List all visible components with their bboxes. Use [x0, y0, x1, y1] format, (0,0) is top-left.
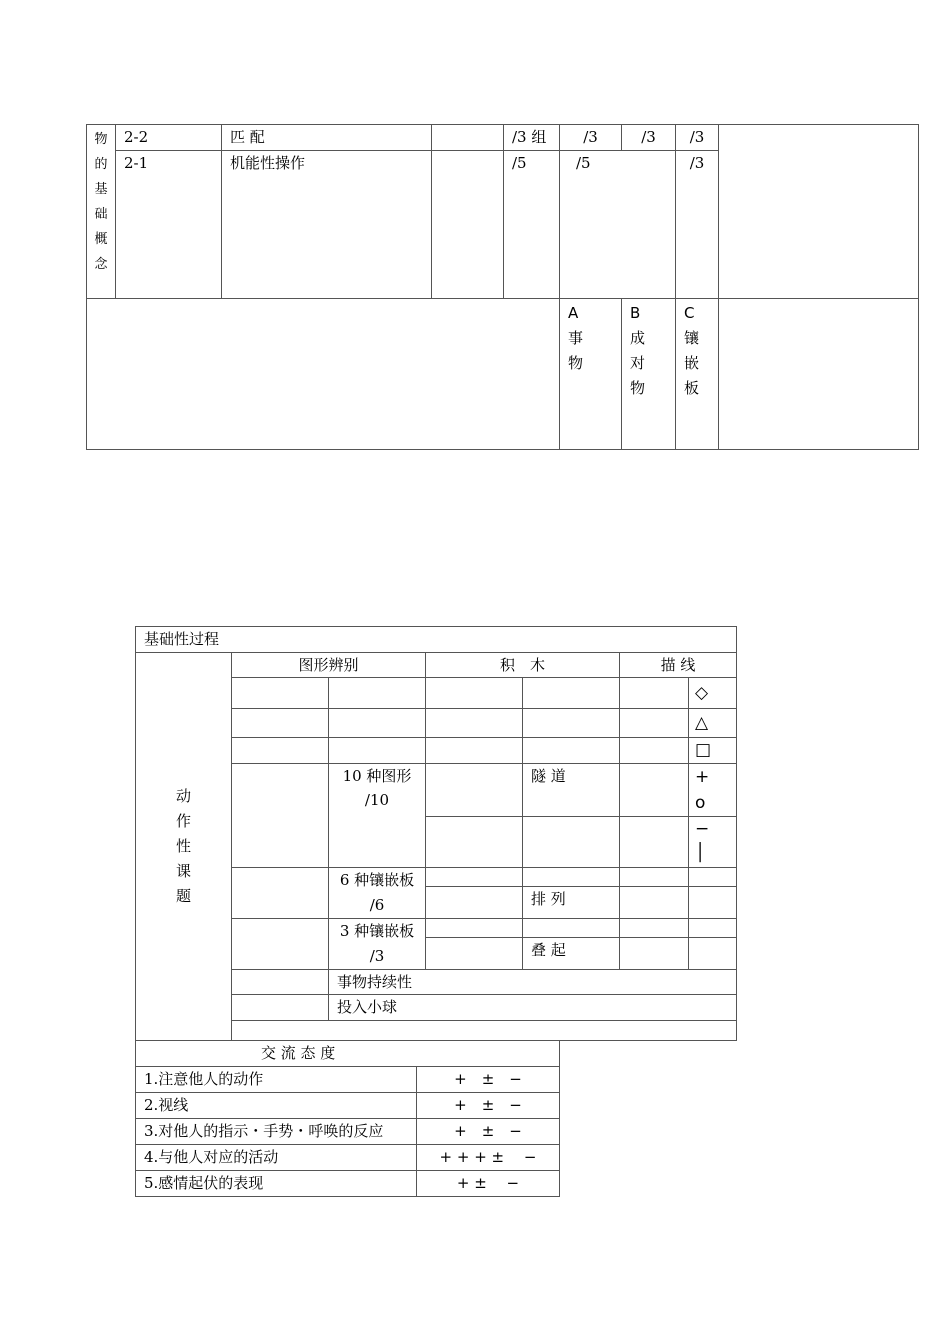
basic-process-table [135, 626, 737, 1041]
cell [523, 919, 620, 938]
cell [620, 738, 689, 764]
cell [426, 764, 523, 817]
plus-circle-icons [689, 764, 737, 817]
cell [329, 709, 426, 738]
attitude-item: 2.视线 [136, 1093, 417, 1119]
cell [620, 709, 689, 738]
cell [329, 738, 426, 764]
six-inlays: 6 种镶嵌板 /6 [329, 868, 426, 919]
vertical-bar-icon: │ [695, 843, 706, 863]
empty-cell [432, 125, 504, 151]
attitude-item: 1.注意他人的动作 [136, 1067, 417, 1093]
attitude-scale: + ± − [417, 1171, 560, 1197]
empty-cell [432, 151, 504, 299]
cell [232, 764, 329, 868]
cell [523, 738, 620, 764]
item-code: 2-1 [116, 151, 222, 299]
triangle-icon: △ [689, 709, 737, 738]
minus-bar-icons [689, 817, 737, 868]
cell [232, 678, 329, 709]
score-c: /3 [676, 151, 719, 299]
attitude-scale: + ± − [417, 1067, 560, 1093]
empty-area [87, 299, 560, 450]
table-title: 基础性过程 [136, 627, 737, 653]
communication-attitude-table [135, 1040, 560, 1197]
cell [620, 678, 689, 709]
score-ab: /5 [560, 151, 676, 299]
cell [620, 887, 689, 919]
cell [426, 868, 523, 887]
attitude-item: 4.与他人对应的活动 [136, 1145, 417, 1171]
three-inlays: 3 种镶嵌板 /3 [329, 919, 426, 970]
table-title: 交 流 态 度 [136, 1041, 560, 1067]
cell [620, 817, 689, 868]
cell [620, 938, 689, 970]
cell [620, 868, 689, 887]
arrange-label: 排 列 [523, 887, 620, 919]
plus-icon: + [695, 767, 710, 787]
cell [620, 919, 689, 938]
basic-concept-table [86, 124, 919, 450]
notes-cell [719, 299, 919, 450]
minus-icon: − [695, 819, 710, 839]
cell [523, 868, 620, 887]
cell [620, 764, 689, 817]
item-task: 机能性操作 [222, 151, 432, 299]
cell [426, 887, 523, 919]
header-shape-discrimination: 图形辨别 [232, 653, 426, 678]
cell [689, 919, 737, 938]
cell [232, 919, 329, 970]
cell [329, 678, 426, 709]
score-b: /3 [622, 125, 676, 151]
attitude-scale: + ± − [417, 1093, 560, 1119]
side-label-action-tasks: 动 作 性 课 题 [136, 653, 232, 1041]
diamond-icon: ◇ [689, 678, 737, 709]
cell [426, 738, 523, 764]
cell [689, 938, 737, 970]
header-c-inlay: C 镶 嵌 板 [676, 299, 719, 450]
cell [689, 887, 737, 919]
stack-label: 叠 起 [523, 938, 620, 970]
cell [232, 1021, 737, 1041]
header-blocks: 积 木 [426, 653, 620, 678]
cell [426, 938, 523, 970]
cell [232, 709, 329, 738]
score-a: /3 [560, 125, 622, 151]
header-b-pairs: B 成 对 物 [622, 299, 676, 450]
cell [232, 868, 329, 919]
cell [523, 678, 620, 709]
cell [523, 709, 620, 738]
notes-cell [719, 125, 919, 299]
cell [426, 709, 523, 738]
cell [232, 738, 329, 764]
attitude-item: 3.对他人的指示・手势・呼唤的反应 [136, 1119, 417, 1145]
cell [232, 970, 329, 995]
attitude-scale: + ± − [417, 1119, 560, 1145]
item-task: 匹 配 [222, 125, 432, 151]
score-cell: /5 [504, 151, 560, 299]
score-cell: /3 组 [504, 125, 560, 151]
side-label-basic-concept: 物 的 基 础 概 念 [87, 125, 116, 299]
attitude-scale: + + + ± − [417, 1145, 560, 1171]
circle-icon: o [695, 793, 706, 813]
cell [689, 868, 737, 887]
header-a-things: A 事 物 [560, 299, 622, 450]
ten-shapes: 10 种图形 /10 [329, 764, 426, 868]
cell [232, 995, 329, 1021]
cell [523, 817, 620, 868]
tunnel-label: 隧 道 [523, 764, 620, 817]
cell [426, 817, 523, 868]
cell [426, 678, 523, 709]
square-icon: □ [689, 738, 737, 764]
score-c: /3 [676, 125, 719, 151]
cell [426, 919, 523, 938]
object-permanence: 事物持续性 [329, 970, 737, 995]
drop-ball: 投入小球 [329, 995, 737, 1021]
attitude-item: 5.感情起伏的表现 [136, 1171, 417, 1197]
header-tracing: 描 线 [620, 653, 737, 678]
item-code: 2-2 [116, 125, 222, 151]
